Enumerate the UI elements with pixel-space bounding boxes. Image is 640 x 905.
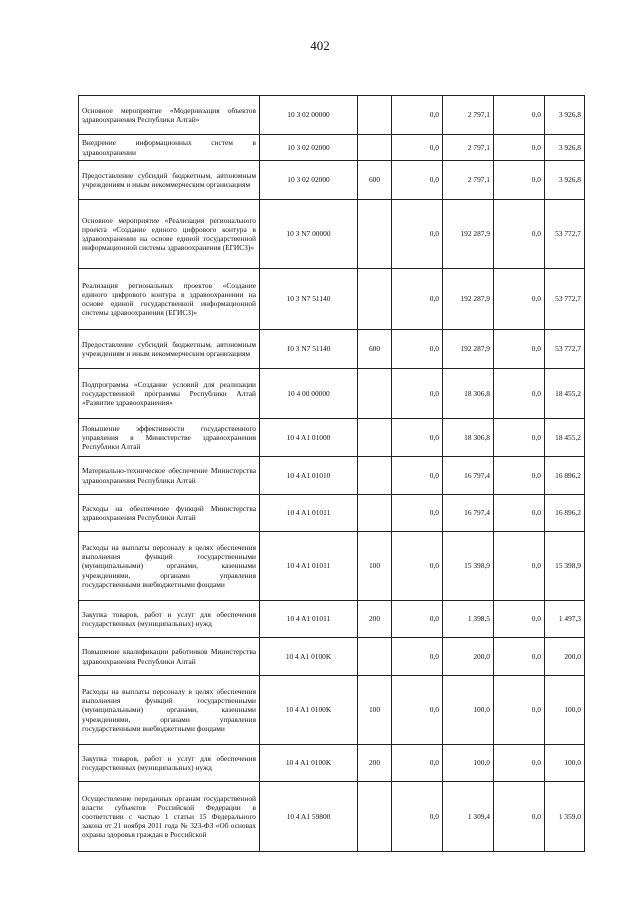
row-value-3-cell: 0,0 [494,96,545,135]
row-value-1-cell: 0,0 [392,782,443,852]
row-value-4-cell: 16 896,2 [545,495,585,532]
table-row [79,638,585,676]
row-expense-type-cell [358,638,392,676]
row-name-cell: Внедрение информационных систем в здравоохранении [79,135,260,161]
row-code-cell: 10 4 A1 0100K [260,676,358,745]
row-value-3-cell: 0,0 [494,369,545,419]
row-value-4-cell: 53 772,7 [545,269,585,330]
row-value-1-cell: 0,0 [392,135,443,161]
row-value-4-cell: 53 772,7 [545,330,585,369]
row-value-2-cell: 100,0 [443,745,494,782]
table-row [79,601,585,638]
row-name-cell: Предоставление субсидий бюджетным, автономным учреждениям и иным некоммерческим организациям [79,161,260,200]
row-value-1-cell: 0,0 [392,532,443,601]
row-value-3-cell: 0,0 [494,161,545,200]
row-name-cell: Осуществление переданных органам государственной власти субъектов Российской Федерации в соответствии с частью 1 статьи 15 Федерального закона от 21 ноября 2011 года № 323-ФЗ «Об основах охраны здоровья граждан в Российской [79,782,260,852]
row-value-4-cell: 200,0 [545,638,585,676]
row-value-3-cell: 0,0 [494,745,545,782]
table-row [79,745,585,782]
row-code-cell: 10 3 02 02000 [260,161,358,200]
row-name-cell: Материально-техническое обеспечение Министерства здравоохранения Республики Алтай [79,457,260,495]
table-row [79,419,585,457]
row-value-1-cell: 0,0 [392,495,443,532]
row-value-4-cell: 18 455,2 [545,419,585,457]
row-value-2-cell: 2 797,1 [443,135,494,161]
row-code-cell: 10 4 A1 01011 [260,495,358,532]
row-expense-type-cell [358,269,392,330]
row-value-2-cell: 200,0 [443,638,494,676]
row-value-4-cell: 53 772,7 [545,200,585,269]
table-row [79,96,585,135]
row-expense-type-cell [358,782,392,852]
table-row [79,676,585,745]
row-code-cell: 10 4 A1 01011 [260,601,358,638]
row-expense-type-cell: 200 [358,601,392,638]
row-value-3-cell: 0,0 [494,782,545,852]
row-name-cell: Закупка товаров, работ и услуг для обеспечения государственных (муниципальных) нужд [79,745,260,782]
row-value-2-cell: 18 306,8 [443,419,494,457]
row-value-2-cell: 2 797,1 [443,96,494,135]
row-value-2-cell: 192 287,9 [443,330,494,369]
row-value-3-cell: 0,0 [494,532,545,601]
row-name-cell: Повышение квалификации работников Министерства здравоохранения Республики Алтай [79,638,260,676]
row-expense-type-cell: 200 [358,745,392,782]
row-value-1-cell: 0,0 [392,96,443,135]
row-value-2-cell: 16 797,4 [443,457,494,495]
row-value-4-cell: 100,0 [545,676,585,745]
row-name-cell: Подпрограмма «Создание условий для реализации государственной программы Республики Алтай «Развитие здравоохранения» [79,369,260,419]
row-name-cell: Расходы на выплаты персоналу в целях обеспечения выполнения функций государственными (муниципальными) органами, казенными учреждениями, органами управления государственными внебюджетными фондами [79,532,260,601]
row-code-cell: 10 3 N7 00000 [260,200,358,269]
table-row [79,369,585,419]
table-row [79,161,585,200]
row-expense-type-cell [358,419,392,457]
row-value-4-cell: 3 926,8 [545,96,585,135]
row-value-1-cell: 0,0 [392,269,443,330]
row-value-1-cell: 0,0 [392,676,443,745]
table-row [79,200,585,269]
row-value-3-cell: 0,0 [494,676,545,745]
row-value-3-cell: 0,0 [494,419,545,457]
table-row [79,782,585,852]
row-code-cell: 10 4 A1 0100K [260,745,358,782]
table-row [79,330,585,369]
row-code-cell: 10 4 A1 01010 [260,457,358,495]
row-value-1-cell: 0,0 [392,369,443,419]
page-number: 402 [310,38,330,53]
row-name-cell: Реализация региональных проектов «Создание единого цифрового контура в здравоохранении на основе единой государственной информационной системы здравоохранения (ЕГИСЗ)» [79,269,260,330]
row-value-3-cell: 0,0 [494,495,545,532]
row-value-1-cell: 0,0 [392,601,443,638]
row-value-2-cell: 1 309,4 [443,782,494,852]
row-code-cell: 10 4 A1 59800 [260,782,358,852]
row-value-1-cell: 0,0 [392,457,443,495]
row-expense-type-cell: 600 [358,161,392,200]
table-row [79,495,585,532]
row-code-cell: 10 4 A1 01011 [260,532,358,601]
row-value-3-cell: 0,0 [494,457,545,495]
row-expense-type-cell [358,200,392,269]
row-value-1-cell: 0,0 [392,330,443,369]
row-value-1-cell: 0,0 [392,638,443,676]
row-name-cell: Предоставление субсидий бюджетным, автономным учреждениям и иным некоммерческим организациям [79,330,260,369]
budget-table [78,95,585,852]
row-value-4-cell: 1 359,0 [545,782,585,852]
row-value-4-cell: 3 926,8 [545,135,585,161]
row-value-2-cell: 192 287,9 [443,269,494,330]
row-code-cell: 10 4 00 00000 [260,369,358,419]
row-value-1-cell: 0,0 [392,419,443,457]
row-expense-type-cell: 100 [358,676,392,745]
row-expense-type-cell: 100 [358,532,392,601]
row-name-cell: Основное мероприятие «Модернизация объектов здравоохранения Республики Алтай» [79,96,260,135]
row-value-4-cell: 15 398,9 [545,532,585,601]
row-value-2-cell: 18 306,8 [443,369,494,419]
row-value-2-cell: 1 398,5 [443,601,494,638]
row-value-3-cell: 0,0 [494,269,545,330]
row-name-cell: Основное мероприятие «Реализация регионального проекта «Создание единого цифрового контура в здравоохранении на основе единой государственной информационной системы здравоохранения (ЕГИСЗ)» [79,200,260,269]
row-expense-type-cell [358,96,392,135]
row-code-cell: 10 3 N7 51140 [260,330,358,369]
row-value-2-cell: 15 398,9 [443,532,494,601]
row-value-4-cell: 100,0 [545,745,585,782]
row-value-3-cell: 0,0 [494,135,545,161]
row-name-cell: Повышение эффективности государственного управления в Министерстве здравоохранения Республики Алтай [79,419,260,457]
table-row [79,457,585,495]
row-name-cell: Расходы на обеспечение функций Министерства здравоохранения Республики Алтай [79,495,260,532]
row-value-3-cell: 0,0 [494,330,545,369]
row-value-4-cell: 16 896,2 [545,457,585,495]
row-value-1-cell: 0,0 [392,200,443,269]
row-code-cell: 10 3 02 00000 [260,96,358,135]
row-value-3-cell: 0,0 [494,601,545,638]
table-row [79,135,585,161]
row-value-3-cell: 0,0 [494,638,545,676]
row-value-3-cell: 0,0 [494,200,545,269]
row-name-cell: Расходы на выплаты персоналу в целях обеспечения выполнения функций государственными (муниципальными) органами, казенными учреждениями, органами управления государственными внебюджетными фондами [79,676,260,745]
row-value-2-cell: 2 797,1 [443,161,494,200]
row-value-4-cell: 3 926,8 [545,161,585,200]
row-value-2-cell: 16 797,4 [443,495,494,532]
row-expense-type-cell [358,457,392,495]
row-code-cell: 10 4 A1 01000 [260,419,358,457]
row-value-2-cell: 192 287,9 [443,200,494,269]
row-value-4-cell: 1 497,3 [545,601,585,638]
row-code-cell: 10 4 A1 0100K [260,638,358,676]
row-expense-type-cell [358,369,392,419]
table-row [79,269,585,330]
row-expense-type-cell [358,135,392,161]
table-row [79,532,585,601]
row-code-cell: 10 3 N7 51140 [260,269,358,330]
row-code-cell: 10 3 02 02000 [260,135,358,161]
row-expense-type-cell: 600 [358,330,392,369]
row-expense-type-cell [358,495,392,532]
row-value-2-cell: 100,0 [443,676,494,745]
budget-table-body [79,96,585,852]
row-value-1-cell: 0,0 [392,745,443,782]
row-value-4-cell: 18 455,2 [545,369,585,419]
row-name-cell: Закупка товаров, работ и услуг для обеспечения государственных (муниципальных) нужд [79,601,260,638]
row-value-1-cell: 0,0 [392,161,443,200]
